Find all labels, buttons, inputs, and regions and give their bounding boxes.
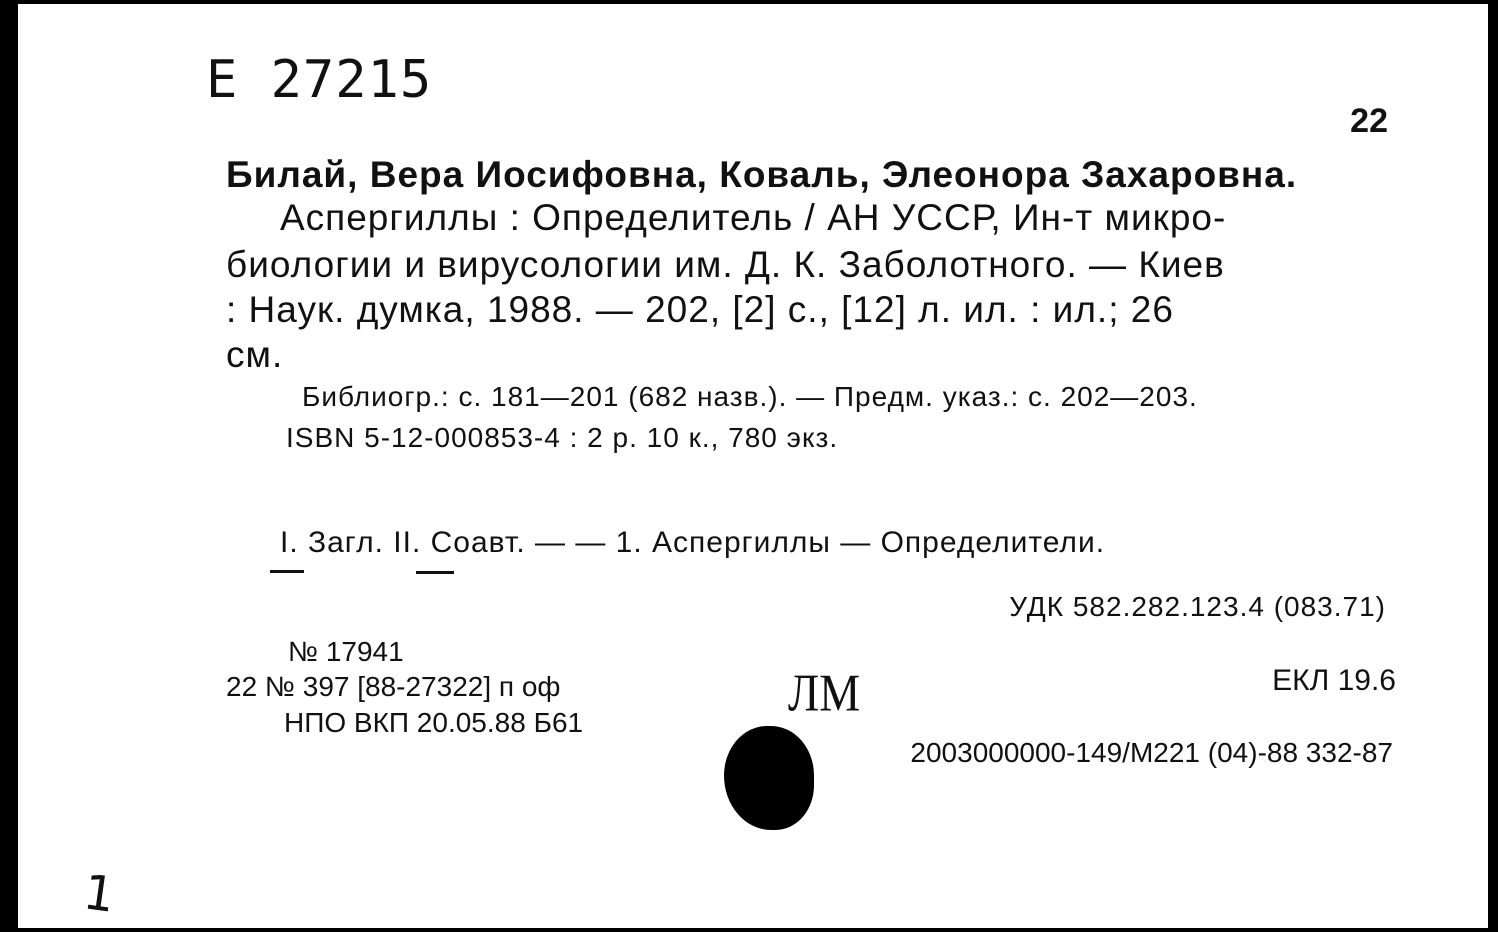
- description-line: см.: [226, 334, 284, 375]
- ink-blot: [724, 726, 814, 830]
- isbn-note: ISBN 5-12-000853-4 : 2 р. 10 к., 780 экз.: [286, 422, 839, 453]
- description-line: биологии и вирусологии им. Д. К. Заболотного. — Киев: [226, 244, 1225, 285]
- order-line: НПО ВКП 20.05.88 Б61: [284, 707, 584, 738]
- underline-mark: [416, 571, 454, 574]
- inventory-number: Е 27215: [206, 50, 433, 110]
- order-line: 22 № 397 [88-27322] п оф: [226, 671, 561, 702]
- description-line: : Наук. думка, 1988. — 202, [2] с., [12] л. ил. : ил.; 26: [226, 289, 1174, 330]
- handwritten-mark: 1: [80, 864, 119, 924]
- udk-code: УДК 582.282.123.4 (083.71): [1009, 591, 1386, 622]
- tracings: I. Загл. II. Соавт. — — 1. Аспергиллы — Определители.: [280, 526, 1106, 559]
- ekl-code: ЕКЛ 19.6: [1272, 664, 1396, 697]
- underline-mark: [270, 570, 304, 573]
- lm-stamp: ЛМ: [788, 663, 861, 722]
- catalog-card: [18, 4, 1488, 928]
- bibliography-note: Библиогр.: с. 181—201 (682 назв.). — Предм. указ.: с. 202—203.: [302, 381, 1198, 412]
- authors-heading: Билай, Вера Иосифовна, Коваль, Элеонора Захаровна.: [226, 154, 1298, 195]
- description-line: Аспергиллы : Определитель / АН УССР, Ин-т микро-: [280, 197, 1227, 238]
- publication-code: 2003000000-149/М221 (04)-88 332-87: [910, 737, 1393, 768]
- order-line: № 17941: [288, 636, 404, 667]
- card-number: 22: [1350, 102, 1388, 140]
